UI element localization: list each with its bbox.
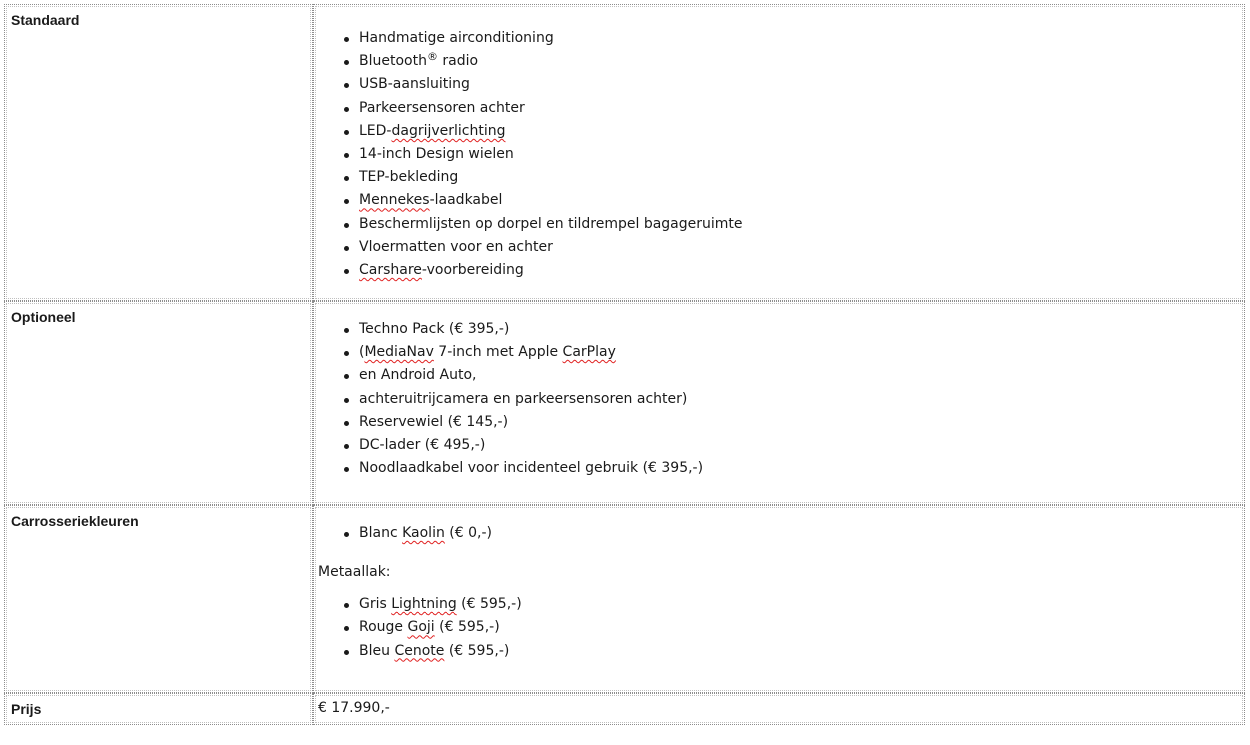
registered-mark: ®: [426, 50, 438, 64]
list-item: en Android Auto,: [359, 364, 1240, 387]
list-item: [359, 341, 1240, 364]
misspelled-word[interactable]: Carshare: [359, 261, 422, 278]
misspelled-word[interactable]: Lightning: [391, 596, 457, 613]
list-item: Reservewiel (€ 145,-): [359, 411, 1240, 434]
color-price: (€ 0,-): [444, 525, 492, 541]
content-prijs[interactable]: [313, 693, 1245, 725]
color-prefix: Rouge: [359, 619, 408, 636]
list-item: [359, 640, 1240, 663]
list-item: Beschermlijsten op dorpel en tildrempel bagageruimte: [359, 213, 1240, 236]
list-item: [359, 50, 1240, 73]
led-prefix: LED-: [359, 122, 392, 139]
list-item: Vloermatten voor en achter: [359, 236, 1240, 259]
table-row-standaard: [4, 4, 1245, 301]
radio-text: radio: [437, 53, 479, 70]
content-optioneel[interactable]: [313, 301, 1245, 505]
list-item: USB-aansluiting: [359, 73, 1240, 96]
misspelled-word[interactable]: Goji: [407, 619, 435, 636]
list-standard-colors: [318, 522, 1240, 545]
list-optioneel: [318, 318, 1240, 480]
content-standaard[interactable]: [313, 4, 1245, 301]
label-standaard[interactable]: Standaard: [4, 4, 313, 301]
label-carrosserie[interactable]: Carrosseriekleuren: [4, 505, 313, 693]
color-prefix: Blanc: [359, 525, 403, 541]
list-item: Parkeersensoren achter: [359, 97, 1240, 120]
table-row-optioneel: [4, 301, 1245, 505]
content-carrosserie[interactable]: [313, 505, 1245, 693]
medianav-mid: 7-inch met Apple: [433, 344, 563, 361]
table-row-prijs: [4, 693, 1245, 725]
label-prijs[interactable]: Prijs: [4, 693, 313, 725]
list-item: Noodlaadkabel voor incidenteel gebruik (€ 395,-): [359, 457, 1240, 480]
misspelled-word[interactable]: Kaolin: [402, 525, 445, 541]
list-item: [359, 593, 1240, 616]
list-metallic-colors: [318, 593, 1240, 663]
price-value: € 17.990,-: [318, 700, 390, 716]
label-optioneel[interactable]: Optioneel: [4, 301, 313, 505]
list-item: [359, 120, 1240, 143]
list-item: 14-inch Design wielen: [359, 143, 1240, 166]
misspelled-word[interactable]: Mennekes: [359, 192, 430, 209]
paren-open: (: [359, 344, 365, 361]
list-item: achteruitrijcamera en parkeersensoren achter): [359, 388, 1240, 411]
list-item: [359, 189, 1240, 212]
table-row-carrosserie: [4, 505, 1245, 693]
list-item: DC-lader (€ 495,-): [359, 434, 1240, 457]
color-prefix: Bleu: [359, 642, 395, 659]
misspelled-word[interactable]: CarPlay: [562, 344, 616, 361]
carshare-rest: -voorbereiding: [421, 261, 524, 278]
color-price: (€ 595,-): [456, 596, 522, 613]
misspelled-word[interactable]: MediaNav: [364, 344, 434, 361]
color-price: (€ 595,-): [444, 642, 510, 659]
misspelled-word[interactable]: dagrijverlichting: [391, 122, 506, 139]
color-price: (€ 595,-): [434, 619, 500, 636]
list-item: Techno Pack (€ 395,-): [359, 318, 1240, 341]
list-item: TEP-bekleding: [359, 166, 1240, 189]
misspelled-word[interactable]: Cenote: [394, 642, 445, 659]
color-prefix: Gris: [359, 596, 392, 613]
list-item: [359, 259, 1240, 282]
spec-table: [4, 4, 1245, 725]
metallic-label: Metaallak:: [318, 564, 391, 581]
mennekes-rest: -laadkabel: [429, 192, 503, 209]
list-item: Handmatige airconditioning: [359, 27, 1240, 50]
list-standaard: [318, 27, 1240, 282]
list-item: [359, 616, 1240, 639]
bluetooth-text: Bluetooth: [359, 53, 427, 70]
list-item: [359, 522, 1240, 545]
